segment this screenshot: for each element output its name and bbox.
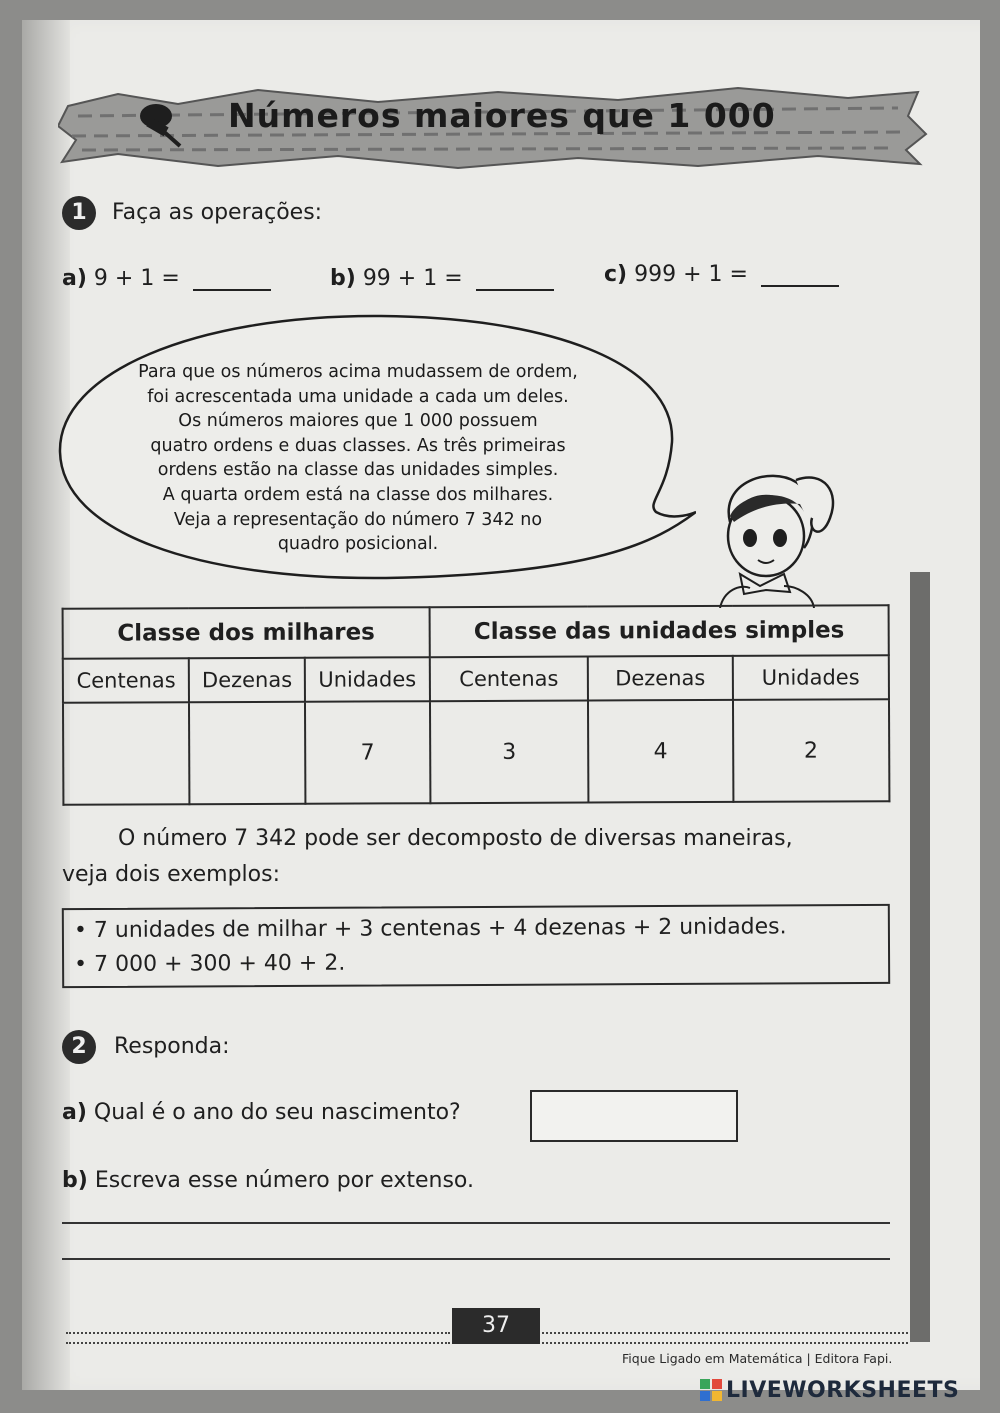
answer-line-2[interactable] (62, 1258, 890, 1260)
order-header: Centenas (430, 657, 588, 702)
exercise-1b (330, 266, 554, 291)
item-label: a) (62, 266, 87, 291)
class-header-simple-units: Classe das unidades simples (429, 605, 888, 657)
bubble-line: ordens estão na classe das unidades simples. (157, 460, 559, 481)
decomposition-paragraph-line2: veja dois exemplos: (62, 862, 281, 887)
exercise-1a (62, 266, 271, 291)
bubble-line: Veja a representação do número 7 342 no (173, 509, 543, 530)
item-label: b) (62, 1168, 88, 1193)
example-item: • 7 000 + 300 + 40 + 2. (74, 950, 346, 978)
exercise-1-instruction: Faça as operações: (112, 200, 323, 225)
bubble-line: Os números maiores que 1 000 possuem (178, 411, 538, 432)
question-text: Qual é o ano do seu nascimento? (93, 1100, 461, 1125)
watermark-text: LIVEWORKSHEETS (726, 1378, 960, 1403)
bubble-line: A quarta ordem está na classe dos milhares. (162, 484, 554, 505)
bubble-line: foi acrescentada uma unidade a cada um deles. (147, 386, 569, 407)
birth-year-input[interactable] (530, 1090, 738, 1142)
page-number: 37 (452, 1308, 540, 1344)
example-item: • 7 unidades de milhar + 3 centenas + 4 dezenas + 2 unidades. (73, 914, 787, 944)
item-label: b) (330, 266, 356, 291)
exercise-2a (62, 1100, 461, 1125)
answer-blank-b[interactable] (476, 269, 554, 291)
examples-box (62, 904, 890, 988)
page-edge-bar (910, 572, 930, 1342)
exercise-2b (62, 1168, 474, 1193)
order-header: Unidades (732, 655, 889, 700)
value-cell (63, 702, 190, 805)
order-header: Centenas (63, 658, 190, 703)
pushpin-icon (128, 96, 186, 150)
order-header: Dezenas (189, 658, 305, 703)
value-cell: 2 (733, 699, 890, 802)
answer-line-1[interactable] (62, 1222, 890, 1224)
bubble-text (98, 360, 618, 557)
answer-blank-a[interactable] (193, 269, 271, 291)
value-cell: 7 (305, 701, 430, 804)
exercise-1-number: 1 (62, 196, 96, 230)
place-value-table (62, 604, 891, 806)
answer-blank-c[interactable] (761, 265, 839, 287)
exercise-2-instruction: Responda: (114, 1034, 230, 1059)
value-cell (189, 702, 305, 805)
order-header: Unidades (305, 657, 430, 702)
order-header: Dezenas (588, 656, 733, 701)
liveworksheets-logo-icon (700, 1379, 722, 1401)
girl-illustration (700, 462, 840, 608)
footer-credit: Fique Ligado em Matemática | Editora Fapi. (622, 1351, 893, 1366)
decomposition-paragraph-line1: O número 7 342 pode ser decomposto de diversas maneiras, (118, 826, 793, 851)
question-text: Escreva esse número por extenso. (94, 1168, 474, 1193)
item-label: c) (604, 262, 628, 287)
decorative-chain-left (66, 1332, 450, 1344)
value-cell: 4 (588, 700, 733, 803)
page-title: Números maiores que 1 000 (228, 96, 776, 135)
bubble-line: quadro posicional. (277, 534, 439, 555)
bubble-line: Para que os números acima mudassem de ordem, (138, 362, 578, 382)
item-expression: 99 + 1 = (362, 266, 463, 291)
exercise-2-number: 2 (62, 1030, 96, 1064)
item-expression: 9 + 1 = (93, 266, 180, 291)
item-label: a) (62, 1100, 87, 1125)
class-header-thousands: Classe dos milhares (63, 607, 430, 659)
bubble-line: quatro ordens e duas classes. As três primeiras (150, 435, 566, 456)
exercise-1c (604, 262, 839, 287)
watermark (700, 1378, 959, 1403)
value-cell: 3 (430, 701, 589, 804)
decorative-chain-right (542, 1332, 908, 1344)
item-expression: 999 + 1 = (634, 262, 748, 287)
